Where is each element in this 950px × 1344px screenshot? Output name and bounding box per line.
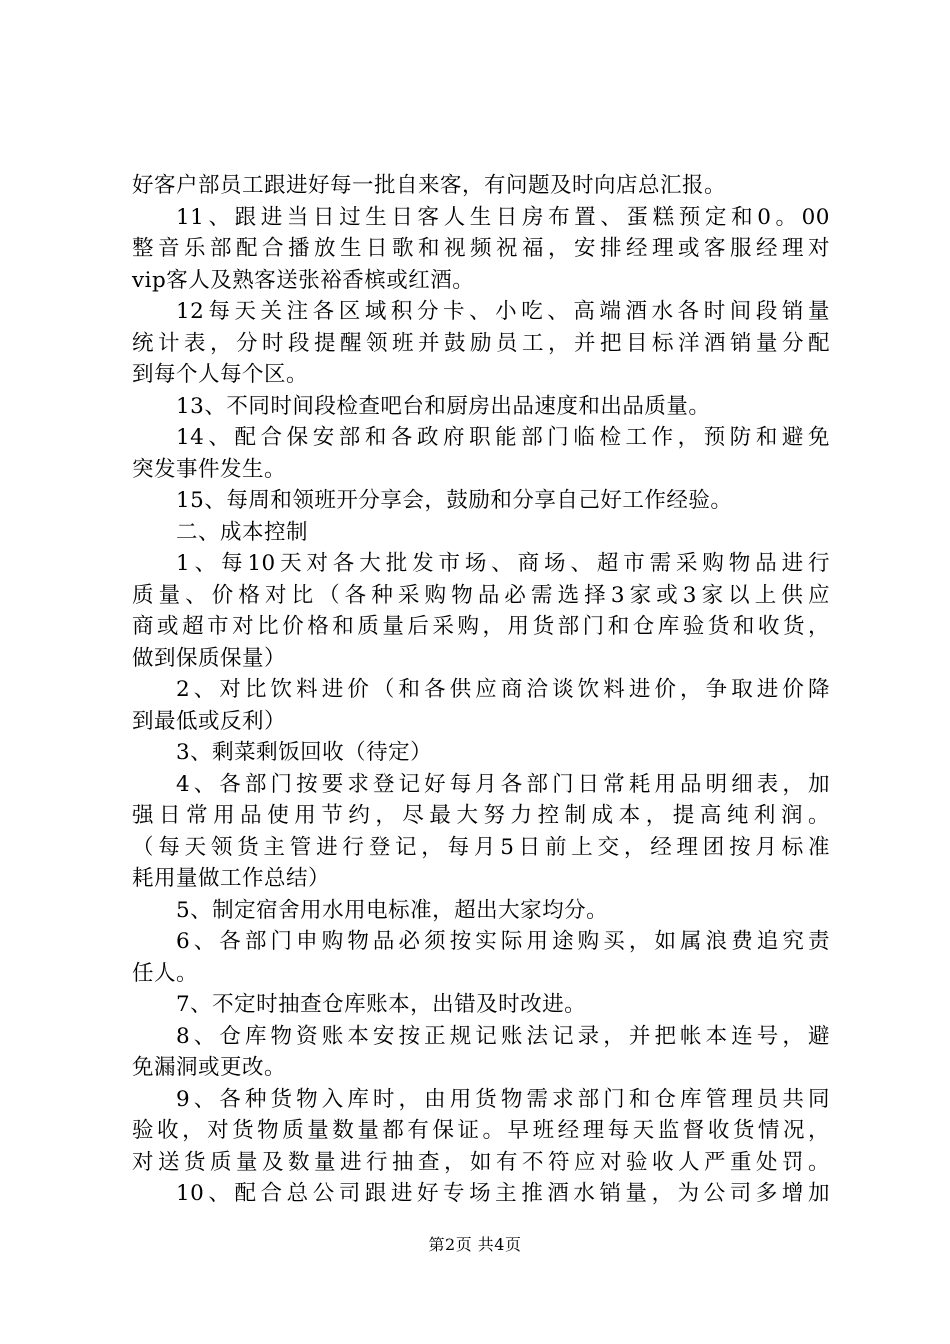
text-line: 质量、价格对比（各种采购物品必需选择3家或3家以上供应 bbox=[132, 582, 830, 608]
text-line: 15、每周和领班开分享会，鼓励和分享自己好工作经验。 bbox=[176, 488, 733, 513]
text-line: 对送货质量及数量进行抽查，如有不符应对验收人严重处罚。 bbox=[132, 1149, 830, 1175]
text-line: 到最低或反利） bbox=[132, 708, 287, 734]
text-line: 13、不同时间段检查吧台和厨房出品速度和出品质量。 bbox=[176, 393, 711, 419]
text-line: 任人。 bbox=[132, 960, 199, 986]
text-line: 到每个人每个区。 bbox=[132, 362, 309, 387]
text-line: 7、不定时抽查仓库账本，出错及时改进。 bbox=[176, 992, 587, 1017]
text-line: 2、对比饮料进价（和各供应商洽谈饮料进价，争取进价降 bbox=[176, 677, 830, 702]
text-line: 免漏洞或更改。 bbox=[132, 1055, 287, 1080]
text-line: 整音乐部配合播放生日歌和视频祝福，安排经理或客服经理对 bbox=[132, 236, 830, 261]
text-line: 耗用量做工作总结） bbox=[132, 866, 331, 891]
text-line: 11、跟进当日过生日客人生日房布置、蛋糕预定和0。00 bbox=[176, 204, 830, 230]
document-body bbox=[132, 170, 830, 1210]
text-line: 验收，对货物质量数量都有保证。早班经理每天监督收货情况， bbox=[132, 1118, 830, 1143]
text-line: 3、剩菜剩饭回收（待定） bbox=[176, 740, 433, 765]
text-line: 12每天关注各区域积分卡、小吃、高端酒水各时间段销量 bbox=[176, 299, 830, 324]
text-line: 1、每10天对各大批发市场、商场、超市需采购物品进行 bbox=[176, 551, 830, 576]
text-line: 8、仓库物资账本安按正规记账法记录，并把帐本连号，避 bbox=[176, 1023, 830, 1049]
page-footer: 第2页 共4页 bbox=[428, 1235, 522, 1254]
text-line: 统计表，分时段提醒领班并鼓励员工，并把目标洋酒销量分配 bbox=[132, 330, 830, 356]
text-line: 二、成本控制 bbox=[176, 519, 309, 545]
text-line: （每天领货主管进行登记，每月5日前上交，经理团按月标准 bbox=[132, 834, 830, 860]
text-line: 4、各部门按要求登记好每月各部门日常耗用品明细表，加 bbox=[176, 771, 830, 797]
text-line: 10、配合总公司跟进好专场主推酒水销量，为公司多增加 bbox=[176, 1181, 830, 1206]
text-line: 商或超市对比价格和质量后采购，用货部门和仓库验货和收货， bbox=[132, 614, 830, 639]
text-line: 9、各种货物入库时，由用货物需求部门和仓库管理员共同 bbox=[176, 1086, 830, 1112]
text-line: vip客人及熟客送张裕香槟或红酒。 bbox=[132, 267, 475, 293]
text-line: 强日常用品使用节约，尽最大努力控制成本，提高纯利润。 bbox=[132, 803, 830, 828]
text-line: 突发事件发生。 bbox=[132, 456, 287, 482]
text-line: 做到保质保量） bbox=[132, 645, 287, 671]
text-line: 好客户部员工跟进好每一批自来客，有问题及时向店总汇报。 bbox=[132, 173, 727, 198]
text-line: 14、配合保安部和各政府职能部门临检工作，预防和避免 bbox=[176, 425, 830, 450]
text-line: 6、各部门申购物品必须按实际用途购买，如属浪费追究责 bbox=[176, 929, 830, 954]
text-line: 5、制定宿舍用水用电标准，超出大家均分。 bbox=[176, 897, 609, 923]
